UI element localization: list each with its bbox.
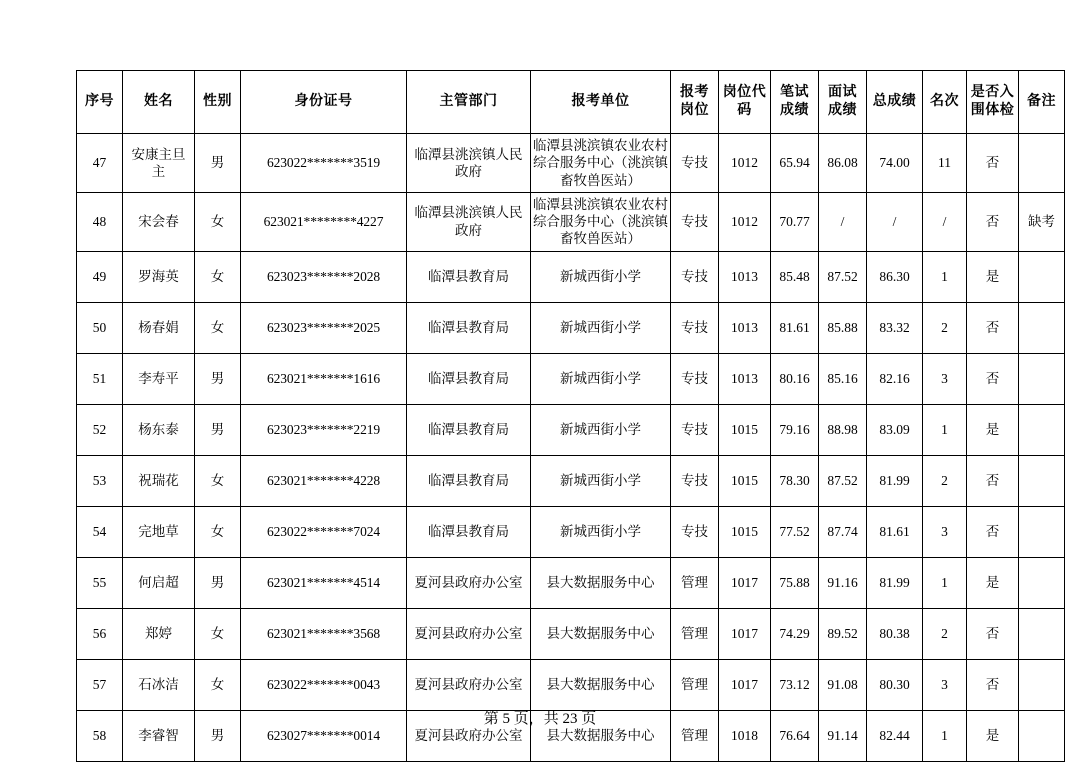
- cell-dept: 临潭县教育局: [407, 404, 531, 455]
- cell-rank: 1: [923, 557, 967, 608]
- cell-id: 623021*******4514: [241, 557, 407, 608]
- table-row: [77, 455, 1065, 506]
- cell-unit: 县大数据服务中心: [531, 659, 671, 710]
- cell-seq: 52: [77, 404, 123, 455]
- page-footer: 第 5 页，共 23 页: [483, 711, 597, 727]
- header-rank: 名次: [923, 71, 967, 134]
- cell-name: 杨东泰: [123, 404, 195, 455]
- table-row: [77, 557, 1065, 608]
- cell-total: 81.99: [867, 557, 923, 608]
- cell-rank: 1: [923, 251, 967, 302]
- cell-rank: 3: [923, 353, 967, 404]
- cell-rank: 11: [923, 134, 967, 193]
- table-header: [77, 71, 1065, 134]
- cell-name: 石冰洁: [123, 659, 195, 710]
- cell-dept: 夏河县政府办公室: [407, 608, 531, 659]
- cell-total: 86.30: [867, 251, 923, 302]
- cell-post: 管理: [671, 608, 719, 659]
- cell-name: 罗海英: [123, 251, 195, 302]
- cell-id: 623023*******2028: [241, 251, 407, 302]
- cell-unit: 新城西街小学: [531, 455, 671, 506]
- cell-post: 专技: [671, 506, 719, 557]
- cell-total: 74.00: [867, 134, 923, 193]
- header-post: 报考岗位: [671, 71, 719, 134]
- cell-unit: 临潭县洮滨镇农业农村综合服务中心（洮滨镇畜牧兽医站）: [531, 134, 671, 193]
- cell-dept: 夏河县政府办公室: [407, 557, 531, 608]
- table-header-row: [77, 71, 1065, 134]
- cell-name: 安康主旦主: [123, 134, 195, 193]
- cell-interview: 89.52: [819, 608, 867, 659]
- cell-rank: 2: [923, 455, 967, 506]
- header-remark: 备注: [1019, 71, 1065, 134]
- cell-post: 管理: [671, 659, 719, 710]
- cell-total: 82.44: [867, 710, 923, 761]
- cell-id: 623021*******4228: [241, 455, 407, 506]
- cell-written: 79.16: [771, 404, 819, 455]
- cell-total: 80.38: [867, 608, 923, 659]
- cell-physical: 否: [967, 659, 1019, 710]
- cell-written: 80.16: [771, 353, 819, 404]
- cell-code: 1013: [719, 302, 771, 353]
- header-total: 总成绩: [867, 71, 923, 134]
- cell-post: 管理: [671, 710, 719, 761]
- cell-code: 1017: [719, 608, 771, 659]
- cell-remark: [1019, 134, 1065, 193]
- cell-gender: 女: [195, 506, 241, 557]
- cell-written: 70.77: [771, 192, 819, 251]
- header-physical: 是否入围体检: [967, 71, 1019, 134]
- exam-results-table: [76, 70, 1065, 762]
- cell-post: 专技: [671, 404, 719, 455]
- cell-interview: 85.88: [819, 302, 867, 353]
- cell-interview: 87.52: [819, 251, 867, 302]
- cell-physical: 是: [967, 404, 1019, 455]
- cell-interview: 87.74: [819, 506, 867, 557]
- cell-name: 完地草: [123, 506, 195, 557]
- cell-rank: /: [923, 192, 967, 251]
- cell-gender: 女: [195, 608, 241, 659]
- cell-written: 77.52: [771, 506, 819, 557]
- header-code: 岗位代码: [719, 71, 771, 134]
- table-row: [77, 659, 1065, 710]
- cell-rank: 3: [923, 506, 967, 557]
- cell-code: 1015: [719, 404, 771, 455]
- table-body: [77, 134, 1065, 762]
- table-row: [77, 353, 1065, 404]
- table-row: [77, 506, 1065, 557]
- cell-dept: 临潭县洮滨镇人民政府: [407, 134, 531, 193]
- cell-dept: 临潭县教育局: [407, 455, 531, 506]
- cell-dept: 临潭县教育局: [407, 353, 531, 404]
- cell-seq: 54: [77, 506, 123, 557]
- cell-code: 1017: [719, 659, 771, 710]
- cell-dept: 夏河县政府办公室: [407, 659, 531, 710]
- cell-remark: [1019, 455, 1065, 506]
- cell-interview: /: [819, 192, 867, 251]
- cell-physical: 是: [967, 251, 1019, 302]
- cell-id: 623021*******1616: [241, 353, 407, 404]
- cell-physical: 是: [967, 710, 1019, 761]
- cell-remark: [1019, 659, 1065, 710]
- cell-name: 何启超: [123, 557, 195, 608]
- cell-post: 管理: [671, 557, 719, 608]
- table-row: [77, 192, 1065, 251]
- cell-id: 623021********4227: [241, 192, 407, 251]
- cell-name: 宋会春: [123, 192, 195, 251]
- cell-physical: 否: [967, 608, 1019, 659]
- cell-gender: 女: [195, 659, 241, 710]
- cell-id: 623022*******0043: [241, 659, 407, 710]
- cell-dept: 临潭县教育局: [407, 251, 531, 302]
- cell-physical: 是: [967, 557, 1019, 608]
- cell-seq: 55: [77, 557, 123, 608]
- cell-written: 78.30: [771, 455, 819, 506]
- cell-gender: 男: [195, 404, 241, 455]
- cell-gender: 女: [195, 251, 241, 302]
- cell-interview: 88.98: [819, 404, 867, 455]
- cell-code: 1012: [719, 192, 771, 251]
- cell-gender: 男: [195, 710, 241, 761]
- cell-total: 83.32: [867, 302, 923, 353]
- cell-gender: 女: [195, 302, 241, 353]
- cell-code: 1012: [719, 134, 771, 193]
- cell-remark: [1019, 557, 1065, 608]
- cell-code: 1015: [719, 455, 771, 506]
- cell-written: 85.48: [771, 251, 819, 302]
- cell-seq: 47: [77, 134, 123, 193]
- cell-code: 1013: [719, 251, 771, 302]
- cell-interview: 91.14: [819, 710, 867, 761]
- cell-remark: [1019, 251, 1065, 302]
- cell-id: 623021*******3568: [241, 608, 407, 659]
- header-name: 姓名: [123, 71, 195, 134]
- cell-name: 李寿平: [123, 353, 195, 404]
- cell-dept: 夏河县政府办公室: [407, 710, 531, 761]
- cell-seq: 50: [77, 302, 123, 353]
- cell-dept: 临潭县教育局: [407, 302, 531, 353]
- cell-written: 65.94: [771, 134, 819, 193]
- cell-interview: 85.16: [819, 353, 867, 404]
- cell-code: 1013: [719, 353, 771, 404]
- cell-id: 623023*******2025: [241, 302, 407, 353]
- cell-seq: 56: [77, 608, 123, 659]
- cell-unit: 县大数据服务中心: [531, 608, 671, 659]
- header-dept: 主管部门: [407, 71, 531, 134]
- cell-id: 623022*******3519: [241, 134, 407, 193]
- header-seq: 序号: [77, 71, 123, 134]
- cell-rank: 2: [923, 608, 967, 659]
- cell-unit: 新城西街小学: [531, 353, 671, 404]
- table-row: [77, 404, 1065, 455]
- cell-seq: 49: [77, 251, 123, 302]
- cell-interview: 91.08: [819, 659, 867, 710]
- cell-total: 81.61: [867, 506, 923, 557]
- cell-gender: 男: [195, 353, 241, 404]
- cell-remark: [1019, 302, 1065, 353]
- cell-interview: 86.08: [819, 134, 867, 193]
- cell-total: 82.16: [867, 353, 923, 404]
- header-written: 笔试成绩: [771, 71, 819, 134]
- cell-written: 76.64: [771, 710, 819, 761]
- cell-unit: 临潭县洮滨镇农业农村综合服务中心（洮滨镇畜牧兽医站）: [531, 192, 671, 251]
- cell-seq: 53: [77, 455, 123, 506]
- cell-interview: 87.52: [819, 455, 867, 506]
- cell-id: 623023*******2219: [241, 404, 407, 455]
- cell-gender: 男: [195, 557, 241, 608]
- cell-post: 专技: [671, 353, 719, 404]
- cell-unit: 新城西街小学: [531, 251, 671, 302]
- cell-post: 专技: [671, 134, 719, 193]
- header-id: 身份证号: [241, 71, 407, 134]
- cell-post: 专技: [671, 302, 719, 353]
- cell-name: 杨春娟: [123, 302, 195, 353]
- cell-written: 75.88: [771, 557, 819, 608]
- cell-remark: 缺考: [1019, 192, 1065, 251]
- header-gender: 性别: [195, 71, 241, 134]
- cell-post: 专技: [671, 192, 719, 251]
- cell-physical: 否: [967, 134, 1019, 193]
- cell-id: 623027*******0014: [241, 710, 407, 761]
- cell-total: 80.30: [867, 659, 923, 710]
- header-unit: 报考单位: [531, 71, 671, 134]
- cell-written: 74.29: [771, 608, 819, 659]
- table-row: [77, 608, 1065, 659]
- header-interview: 面试成绩: [819, 71, 867, 134]
- cell-code: 1015: [719, 506, 771, 557]
- cell-physical: 否: [967, 192, 1019, 251]
- cell-unit: 新城西街小学: [531, 302, 671, 353]
- cell-seq: 51: [77, 353, 123, 404]
- cell-gender: 男: [195, 134, 241, 193]
- cell-physical: 否: [967, 455, 1019, 506]
- cell-unit: 县大数据服务中心: [531, 710, 671, 761]
- table-row: [77, 134, 1065, 193]
- cell-post: 专技: [671, 455, 719, 506]
- cell-dept: 临潭县教育局: [407, 506, 531, 557]
- cell-name: 祝瑞花: [123, 455, 195, 506]
- cell-unit: 新城西街小学: [531, 404, 671, 455]
- cell-total: 81.99: [867, 455, 923, 506]
- cell-gender: 女: [195, 192, 241, 251]
- cell-code: 1018: [719, 710, 771, 761]
- cell-remark: [1019, 404, 1065, 455]
- cell-post: 专技: [671, 251, 719, 302]
- cell-remark: [1019, 608, 1065, 659]
- cell-rank: 3: [923, 659, 967, 710]
- cell-code: 1017: [719, 557, 771, 608]
- cell-total: /: [867, 192, 923, 251]
- table-row: [77, 251, 1065, 302]
- cell-name: 郑婷: [123, 608, 195, 659]
- cell-physical: 否: [967, 353, 1019, 404]
- cell-seq: 57: [77, 659, 123, 710]
- cell-unit: 新城西街小学: [531, 506, 671, 557]
- cell-seq: 58: [77, 710, 123, 761]
- cell-written: 81.61: [771, 302, 819, 353]
- cell-written: 73.12: [771, 659, 819, 710]
- cell-id: 623022*******7024: [241, 506, 407, 557]
- cell-unit: 县大数据服务中心: [531, 557, 671, 608]
- table-row: [77, 302, 1065, 353]
- cell-rank: 1: [923, 710, 967, 761]
- cell-rank: 2: [923, 302, 967, 353]
- cell-name: 李睿智: [123, 710, 195, 761]
- cell-seq: 48: [77, 192, 123, 251]
- cell-rank: 1: [923, 404, 967, 455]
- cell-remark: [1019, 353, 1065, 404]
- cell-interview: 91.16: [819, 557, 867, 608]
- cell-total: 83.09: [867, 404, 923, 455]
- cell-dept: 临潭县洮滨镇人民政府: [407, 192, 531, 251]
- cell-physical: 否: [967, 302, 1019, 353]
- cell-remark: [1019, 506, 1065, 557]
- cell-gender: 女: [195, 455, 241, 506]
- cell-physical: 否: [967, 506, 1019, 557]
